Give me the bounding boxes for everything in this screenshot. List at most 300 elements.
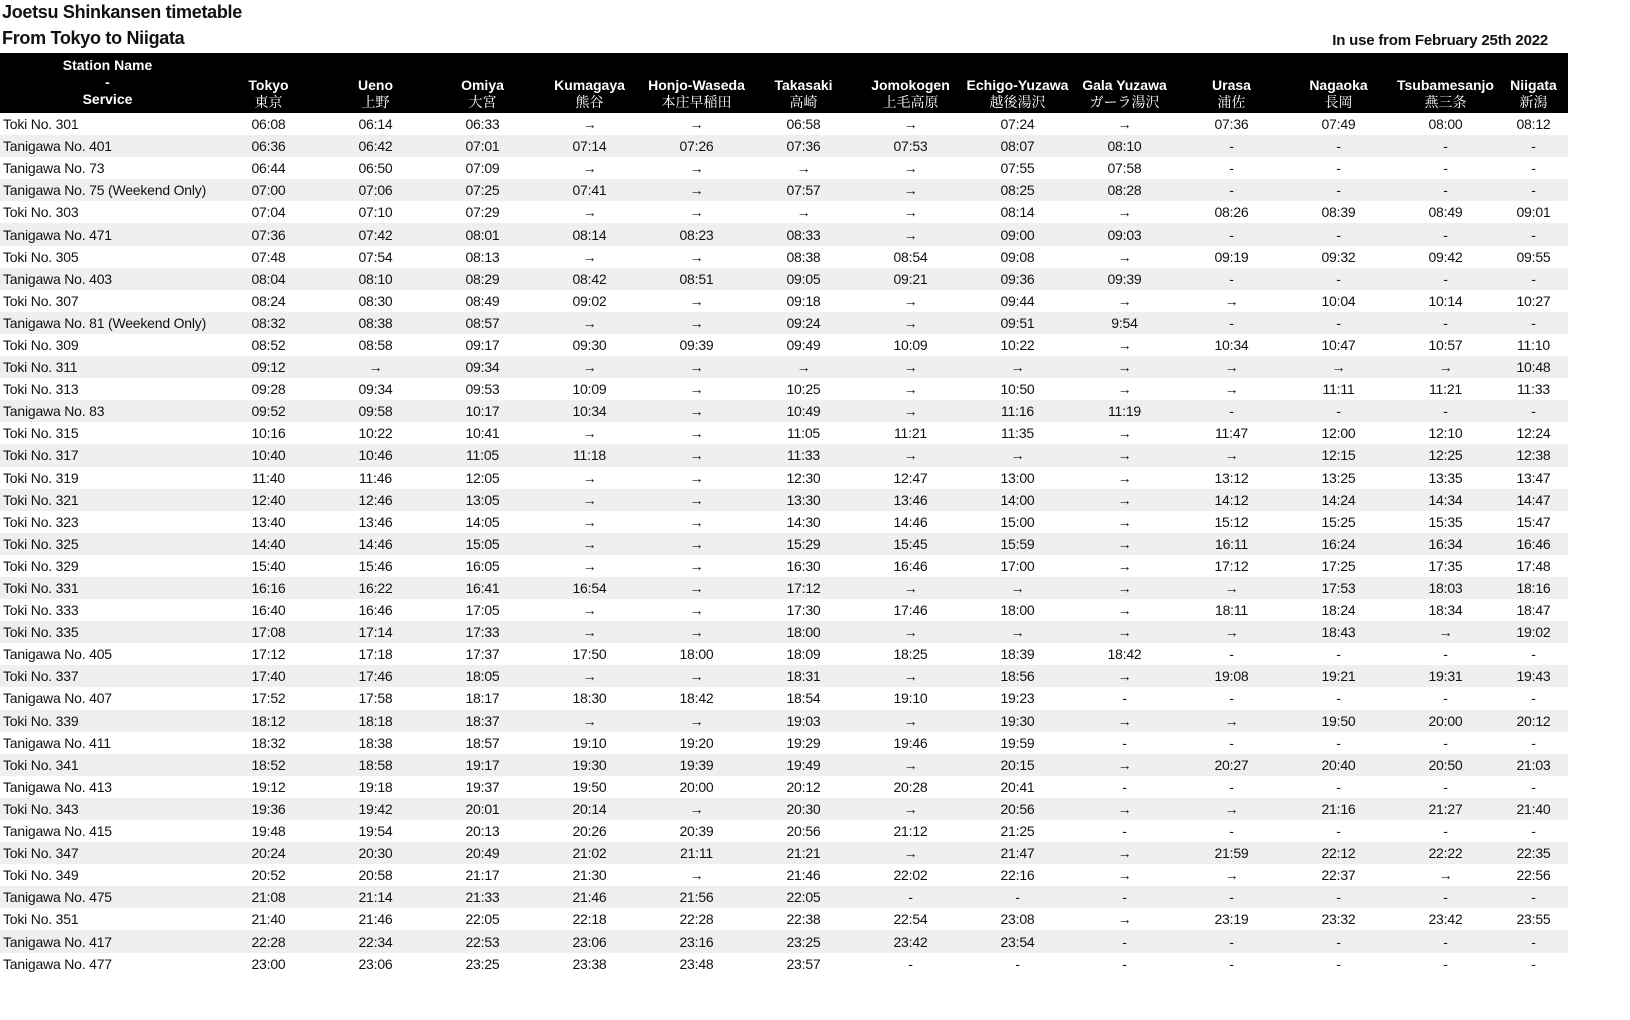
time-cell: 20:12 — [1516, 712, 1551, 729]
time-cell: 11:21 — [1429, 381, 1462, 398]
time-cell: → — [1224, 447, 1239, 464]
timetable — [0, 53, 1568, 975]
time-cell: 22:54 — [893, 911, 928, 928]
time-cell: 08:10 — [1107, 138, 1142, 155]
time-cell: 19:20 — [679, 734, 714, 751]
table-row — [0, 179, 1568, 201]
time-cell: 20:24 — [251, 845, 286, 862]
time-cell: 08:14 — [572, 226, 607, 243]
station-name-jp: ガーラ湯沢 — [1089, 94, 1160, 110]
time-cell: 10:17 — [465, 403, 500, 420]
time-cell: 09:02 — [572, 292, 607, 309]
time-cell: 22:53 — [465, 933, 500, 950]
time-cell: → — [903, 182, 918, 199]
time-cell: 16:40 — [251, 602, 286, 619]
time-cell: 20:40 — [1321, 756, 1356, 773]
time-cell: - — [1443, 933, 1448, 950]
table-row — [0, 400, 1568, 422]
time-cell: - — [1443, 690, 1448, 707]
table-row — [0, 444, 1568, 466]
header-station-name: Station Name — [62, 56, 153, 73]
time-cell: - — [1229, 823, 1234, 840]
time-cell: 23:25 — [786, 933, 821, 950]
time-cell: - — [1015, 955, 1020, 972]
time-cell: 17:40 — [251, 668, 286, 685]
time-cell: - — [1336, 933, 1341, 950]
time-cell: - — [1443, 646, 1448, 663]
time-cell: → — [1117, 359, 1132, 376]
time-cell: 18:25 — [893, 646, 928, 663]
time-cell: 18:47 — [1516, 602, 1551, 619]
time-cell: 12:24 — [1516, 425, 1551, 442]
time-cell: 11:33 — [1517, 381, 1550, 398]
time-cell: 08:14 — [1000, 204, 1035, 221]
time-cell: - — [1229, 314, 1234, 331]
table-row — [0, 599, 1568, 621]
time-cell: 10:09 — [893, 336, 928, 353]
time-cell: 21:46 — [572, 889, 607, 906]
time-cell: 10:41 — [465, 425, 500, 442]
time-cell: 17:58 — [358, 690, 393, 707]
time-cell: 20:28 — [893, 778, 928, 795]
time-cell: - — [1531, 690, 1536, 707]
table-row — [0, 820, 1568, 842]
station-name-en: Tokyo — [248, 77, 289, 93]
time-cell: 15:35 — [1428, 513, 1463, 530]
time-cell: 18:32 — [251, 734, 286, 751]
time-cell: 07:42 — [358, 226, 393, 243]
time-cell: → — [582, 557, 597, 574]
time-cell: 21:16 — [1321, 800, 1356, 817]
time-cell: 19:29 — [786, 734, 821, 751]
time-cell: 08:10 — [358, 270, 393, 287]
time-cell: 18:16 — [1516, 580, 1551, 597]
header-station — [215, 53, 322, 113]
station-name-jp: 浦佐 — [1217, 94, 1246, 110]
header-station — [857, 53, 964, 113]
time-cell: - — [1229, 182, 1234, 199]
time-cell: → — [582, 668, 597, 685]
time-cell: 20:01 — [465, 800, 500, 817]
time-cell: 09:34 — [358, 381, 393, 398]
service-name: Tanigawa No. 73 — [3, 160, 105, 177]
time-cell: → — [1117, 624, 1132, 641]
time-cell: → — [1117, 756, 1132, 773]
time-cell: 18:31 — [786, 668, 821, 685]
table-row — [0, 555, 1568, 577]
station-name-en: Echigo-Yuzawa — [966, 77, 1069, 93]
time-cell: 10:50 — [1000, 381, 1035, 398]
time-cell: 20:39 — [679, 823, 714, 840]
time-cell: - — [1122, 823, 1127, 840]
time-cell: 09:03 — [1107, 226, 1142, 243]
header-station — [1178, 53, 1285, 113]
time-cell: 22:38 — [786, 911, 821, 928]
time-cell: 08:38 — [358, 314, 393, 331]
time-cell: 21:56 — [679, 889, 714, 906]
time-cell: 21:27 — [1428, 800, 1463, 817]
header-station — [964, 53, 1071, 113]
time-cell: 07:58 — [1107, 160, 1142, 177]
time-cell: 11:05 — [466, 447, 499, 464]
header-station — [643, 53, 750, 113]
service-name: Tanigawa No. 411 — [3, 734, 111, 751]
table-row — [0, 710, 1568, 732]
time-cell: 18:18 — [358, 712, 393, 729]
time-cell: 09:42 — [1428, 248, 1463, 265]
time-cell: - — [1336, 690, 1341, 707]
service-name: Toki No. 309 — [3, 336, 79, 353]
service-name: Toki No. 343 — [3, 800, 79, 817]
time-cell: → — [689, 160, 704, 177]
time-cell: → — [903, 800, 918, 817]
table-row — [0, 930, 1568, 952]
time-cell: 19:36 — [251, 800, 286, 817]
time-cell: 23:16 — [679, 933, 714, 950]
time-cell: 19:50 — [572, 778, 607, 795]
time-cell: 19:17 — [465, 756, 500, 773]
time-cell: 13:12 — [1214, 469, 1249, 486]
time-cell: 21:02 — [572, 845, 607, 862]
service-name: Toki No. 333 — [3, 602, 79, 619]
time-cell: 19:42 — [358, 800, 393, 817]
time-cell: - — [1336, 182, 1341, 199]
time-cell: 16:54 — [572, 580, 607, 597]
service-name: Toki No. 331 — [3, 580, 79, 597]
service-name: Toki No. 339 — [3, 712, 79, 729]
time-cell: 08:28 — [1107, 182, 1142, 199]
time-cell: 18:42 — [679, 690, 714, 707]
time-cell: → — [582, 359, 597, 376]
time-cell: → — [582, 425, 597, 442]
time-cell: - — [1229, 270, 1234, 287]
time-cell: → — [1438, 359, 1453, 376]
time-cell: → — [1224, 359, 1239, 376]
time-cell: → — [903, 116, 918, 133]
time-cell: - — [1229, 138, 1234, 155]
time-cell: - — [1122, 734, 1127, 751]
time-cell: 20:00 — [1428, 712, 1463, 729]
table-row — [0, 268, 1568, 290]
time-cell: - — [1122, 889, 1127, 906]
time-cell: → — [1438, 867, 1453, 884]
time-cell: 09:21 — [893, 270, 928, 287]
time-cell: 08:38 — [786, 248, 821, 265]
service-name: Toki No. 335 — [3, 624, 79, 641]
time-cell: 16:46 — [893, 557, 928, 574]
time-cell: 10:40 — [251, 447, 286, 464]
time-cell: → — [1117, 602, 1132, 619]
time-cell: 08:07 — [1000, 138, 1035, 155]
service-name: Tanigawa No. 83 — [3, 403, 105, 420]
time-cell: 20:15 — [1000, 756, 1035, 773]
time-cell: 08:13 — [465, 248, 500, 265]
time-cell: 10:09 — [572, 381, 607, 398]
time-cell: → — [689, 182, 704, 199]
time-cell: 17:05 — [465, 602, 500, 619]
header-station — [322, 53, 429, 113]
time-cell: 15:47 — [1516, 513, 1551, 530]
time-cell: 23:32 — [1321, 911, 1356, 928]
time-cell: → — [1117, 668, 1132, 685]
table-row — [0, 467, 1568, 489]
time-cell: 12:15 — [1321, 447, 1356, 464]
time-cell: → — [689, 513, 704, 530]
header-station — [1071, 53, 1178, 113]
time-cell: - — [1229, 933, 1234, 950]
time-cell: 17:35 — [1428, 557, 1463, 574]
time-cell: 17:08 — [251, 624, 286, 641]
time-cell: → — [1117, 116, 1132, 133]
time-cell: → — [1117, 712, 1132, 729]
header-dash: - — [105, 73, 110, 90]
header-station — [750, 53, 857, 113]
time-cell: 13:00 — [1000, 469, 1035, 486]
time-cell: 16:41 — [465, 580, 500, 597]
station-name-jp: 本庄早稲田 — [661, 94, 732, 110]
time-cell: → — [1224, 624, 1239, 641]
time-cell: - — [1336, 955, 1341, 972]
time-cell: 18:52 — [251, 756, 286, 773]
time-cell: 16:11 — [1215, 535, 1248, 552]
page-subtitle: From Tokyo to Niigata — [2, 28, 185, 48]
time-cell: → — [1010, 359, 1025, 376]
station-name-en: Kumagaya — [554, 77, 625, 93]
station-name-en: Nagaoka — [1309, 77, 1368, 93]
time-cell: 11:35 — [1001, 425, 1034, 442]
time-cell: 10:16 — [251, 425, 286, 442]
time-cell: 22:28 — [251, 933, 286, 950]
time-cell: - — [1531, 403, 1536, 420]
time-cell: 10:49 — [786, 403, 821, 420]
time-cell: → — [689, 204, 704, 221]
time-cell: 08:54 — [893, 248, 928, 265]
time-cell: 23:42 — [893, 933, 928, 950]
time-cell: 20:26 — [572, 823, 607, 840]
time-cell: → — [1117, 800, 1132, 817]
time-cell: 14:00 — [1000, 491, 1035, 508]
service-name: Tanigawa No. 415 — [3, 823, 112, 840]
time-cell: 06:36 — [251, 138, 286, 155]
time-cell: 10:46 — [358, 447, 393, 464]
time-cell: - — [1336, 226, 1341, 243]
time-cell: 21:30 — [572, 867, 607, 884]
station-name-en: Gala Yuzawa — [1082, 77, 1167, 93]
time-cell: - — [1336, 138, 1341, 155]
service-name: Toki No. 323 — [3, 513, 79, 530]
table-row — [0, 776, 1568, 798]
time-cell: → — [582, 535, 597, 552]
time-cell: 09:28 — [251, 381, 286, 398]
station-name-jp: 長岡 — [1324, 94, 1353, 110]
time-cell: 11:46 — [359, 469, 392, 486]
time-cell: → — [582, 469, 597, 486]
time-cell: 19:59 — [1000, 734, 1035, 751]
time-cell: 09:49 — [786, 336, 821, 353]
time-cell: 21:25 — [1000, 823, 1035, 840]
time-cell: 10:22 — [358, 425, 393, 442]
time-cell: 07:24 — [1000, 116, 1035, 133]
station-name-jp: 上野 — [361, 94, 390, 110]
time-cell: 13:46 — [358, 513, 393, 530]
time-cell: 20:52 — [251, 867, 286, 884]
time-cell: → — [1117, 204, 1132, 221]
time-cell: → — [689, 800, 704, 817]
time-cell: 17:53 — [1321, 580, 1356, 597]
time-cell: → — [689, 602, 704, 619]
time-cell: 17:52 — [251, 690, 286, 707]
time-cell: 11:11 — [1322, 381, 1355, 398]
time-cell: 08:23 — [679, 226, 714, 243]
time-cell: - — [1443, 889, 1448, 906]
service-name: Tanigawa No. 405 — [3, 646, 112, 663]
time-cell: 06:14 — [358, 116, 393, 133]
time-cell: - — [908, 889, 913, 906]
time-cell: 16:46 — [358, 602, 393, 619]
time-cell: → — [582, 712, 597, 729]
time-cell: 10:57 — [1428, 336, 1463, 353]
table-row — [0, 886, 1568, 908]
time-cell: 07:01 — [465, 138, 500, 155]
time-cell: 19:08 — [1214, 668, 1249, 685]
time-cell: 06:42 — [358, 138, 393, 155]
time-cell: 20:56 — [1000, 800, 1035, 817]
time-cell: 20:56 — [786, 823, 821, 840]
time-cell: → — [689, 292, 704, 309]
time-cell: 09:30 — [572, 336, 607, 353]
table-row — [0, 157, 1568, 179]
time-cell: 09:39 — [1107, 270, 1142, 287]
time-cell: → — [903, 580, 918, 597]
time-cell: - — [1336, 403, 1341, 420]
time-cell: 10:04 — [1321, 292, 1356, 309]
time-cell: → — [689, 381, 704, 398]
time-cell: 19:48 — [251, 823, 286, 840]
time-cell: 07:55 — [1000, 160, 1035, 177]
time-cell: → — [1117, 425, 1132, 442]
service-name: Toki No. 313 — [3, 381, 79, 398]
table-row — [0, 511, 1568, 533]
time-cell: - — [908, 955, 913, 972]
time-cell: 21:46 — [786, 867, 821, 884]
time-cell: - — [1531, 778, 1536, 795]
time-cell: 08:58 — [358, 336, 393, 353]
time-cell: → — [1117, 867, 1132, 884]
time-cell: 12:25 — [1428, 447, 1463, 464]
station-name-jp: 大宮 — [468, 94, 497, 110]
service-name: Tanigawa No. 417 — [3, 933, 112, 950]
time-cell: 13:46 — [893, 491, 928, 508]
time-cell: 08:39 — [1321, 204, 1356, 221]
time-cell: → — [689, 535, 704, 552]
time-cell: 23:06 — [572, 933, 607, 950]
time-cell: - — [1336, 270, 1341, 287]
time-cell: - — [1531, 933, 1536, 950]
time-cell: → — [582, 160, 597, 177]
time-cell: 09:39 — [679, 336, 714, 353]
header-station — [1392, 53, 1499, 113]
time-cell: 22:34 — [358, 933, 393, 950]
service-name: Tanigawa No. 477 — [3, 955, 112, 972]
table-row — [0, 135, 1568, 157]
time-cell: 17:00 — [1000, 557, 1035, 574]
time-cell: 13:40 — [251, 513, 286, 530]
service-name: Tanigawa No. 413 — [3, 778, 112, 795]
time-cell: → — [1010, 447, 1025, 464]
time-cell: → — [582, 624, 597, 641]
time-cell: 11:47 — [1215, 425, 1248, 442]
time-cell: - — [1229, 160, 1234, 177]
service-name: Tanigawa No. 81 (Weekend Only) — [3, 314, 207, 331]
table-row — [0, 201, 1568, 223]
time-cell: 19:54 — [358, 823, 393, 840]
time-cell: 07:06 — [358, 182, 393, 199]
time-cell: 07:41 — [572, 182, 607, 199]
time-cell: 10:47 — [1321, 336, 1356, 353]
time-cell: 09:34 — [465, 359, 500, 376]
station-name-en: Ueno — [358, 77, 393, 93]
time-cell: 08:51 — [679, 270, 714, 287]
time-cell: 19:10 — [893, 690, 928, 707]
header-station — [536, 53, 643, 113]
service-name: Tanigawa No. 407 — [3, 690, 112, 707]
time-cell: 11:40 — [252, 469, 285, 486]
time-cell: - — [1229, 403, 1234, 420]
time-cell: 09:19 — [1214, 248, 1249, 265]
time-cell: 21:08 — [251, 889, 286, 906]
time-cell: 18:00 — [786, 624, 821, 641]
time-cell: 19:39 — [679, 756, 714, 773]
time-cell: 20:49 — [465, 845, 500, 862]
time-cell: - — [1531, 646, 1536, 663]
time-cell: 07:49 — [1321, 116, 1356, 133]
time-cell: 08:26 — [1214, 204, 1249, 221]
time-cell: 23:55 — [1516, 911, 1551, 928]
time-cell: 10:48 — [1516, 359, 1551, 376]
time-cell: 08:57 — [465, 314, 500, 331]
table-row — [0, 113, 1568, 135]
station-name-en: Urasa — [1212, 77, 1251, 93]
service-name: Toki No. 341 — [3, 756, 79, 773]
time-cell: → — [903, 314, 918, 331]
time-cell: 06:08 — [251, 116, 286, 133]
time-cell: → — [903, 756, 918, 773]
time-cell: 09:24 — [786, 314, 821, 331]
time-cell: 15:00 — [1000, 513, 1035, 530]
time-cell: 18:38 — [358, 734, 393, 751]
time-cell: 17:37 — [465, 646, 500, 663]
time-cell: 13:47 — [1516, 469, 1551, 486]
station-name-en: Niigata — [1510, 77, 1557, 93]
time-cell: 20:12 — [786, 778, 821, 795]
time-cell: - — [1122, 933, 1127, 950]
time-cell: 16:24 — [1321, 535, 1356, 552]
time-cell: → — [1117, 381, 1132, 398]
time-cell: - — [1531, 182, 1536, 199]
time-cell: → — [689, 403, 704, 420]
time-cell: 18:56 — [1000, 668, 1035, 685]
time-cell: 17:33 — [465, 624, 500, 641]
header-station — [1499, 53, 1568, 113]
time-cell: 10:34 — [572, 403, 607, 420]
time-cell: 08:33 — [786, 226, 821, 243]
time-cell: - — [1336, 778, 1341, 795]
page-title: Joetsu Shinkansen timetable — [2, 2, 242, 22]
station-name-en: Tsubamesanjo — [1397, 77, 1494, 93]
time-cell: - — [1122, 690, 1127, 707]
time-cell: → — [1010, 580, 1025, 597]
time-cell: 17:46 — [893, 602, 928, 619]
